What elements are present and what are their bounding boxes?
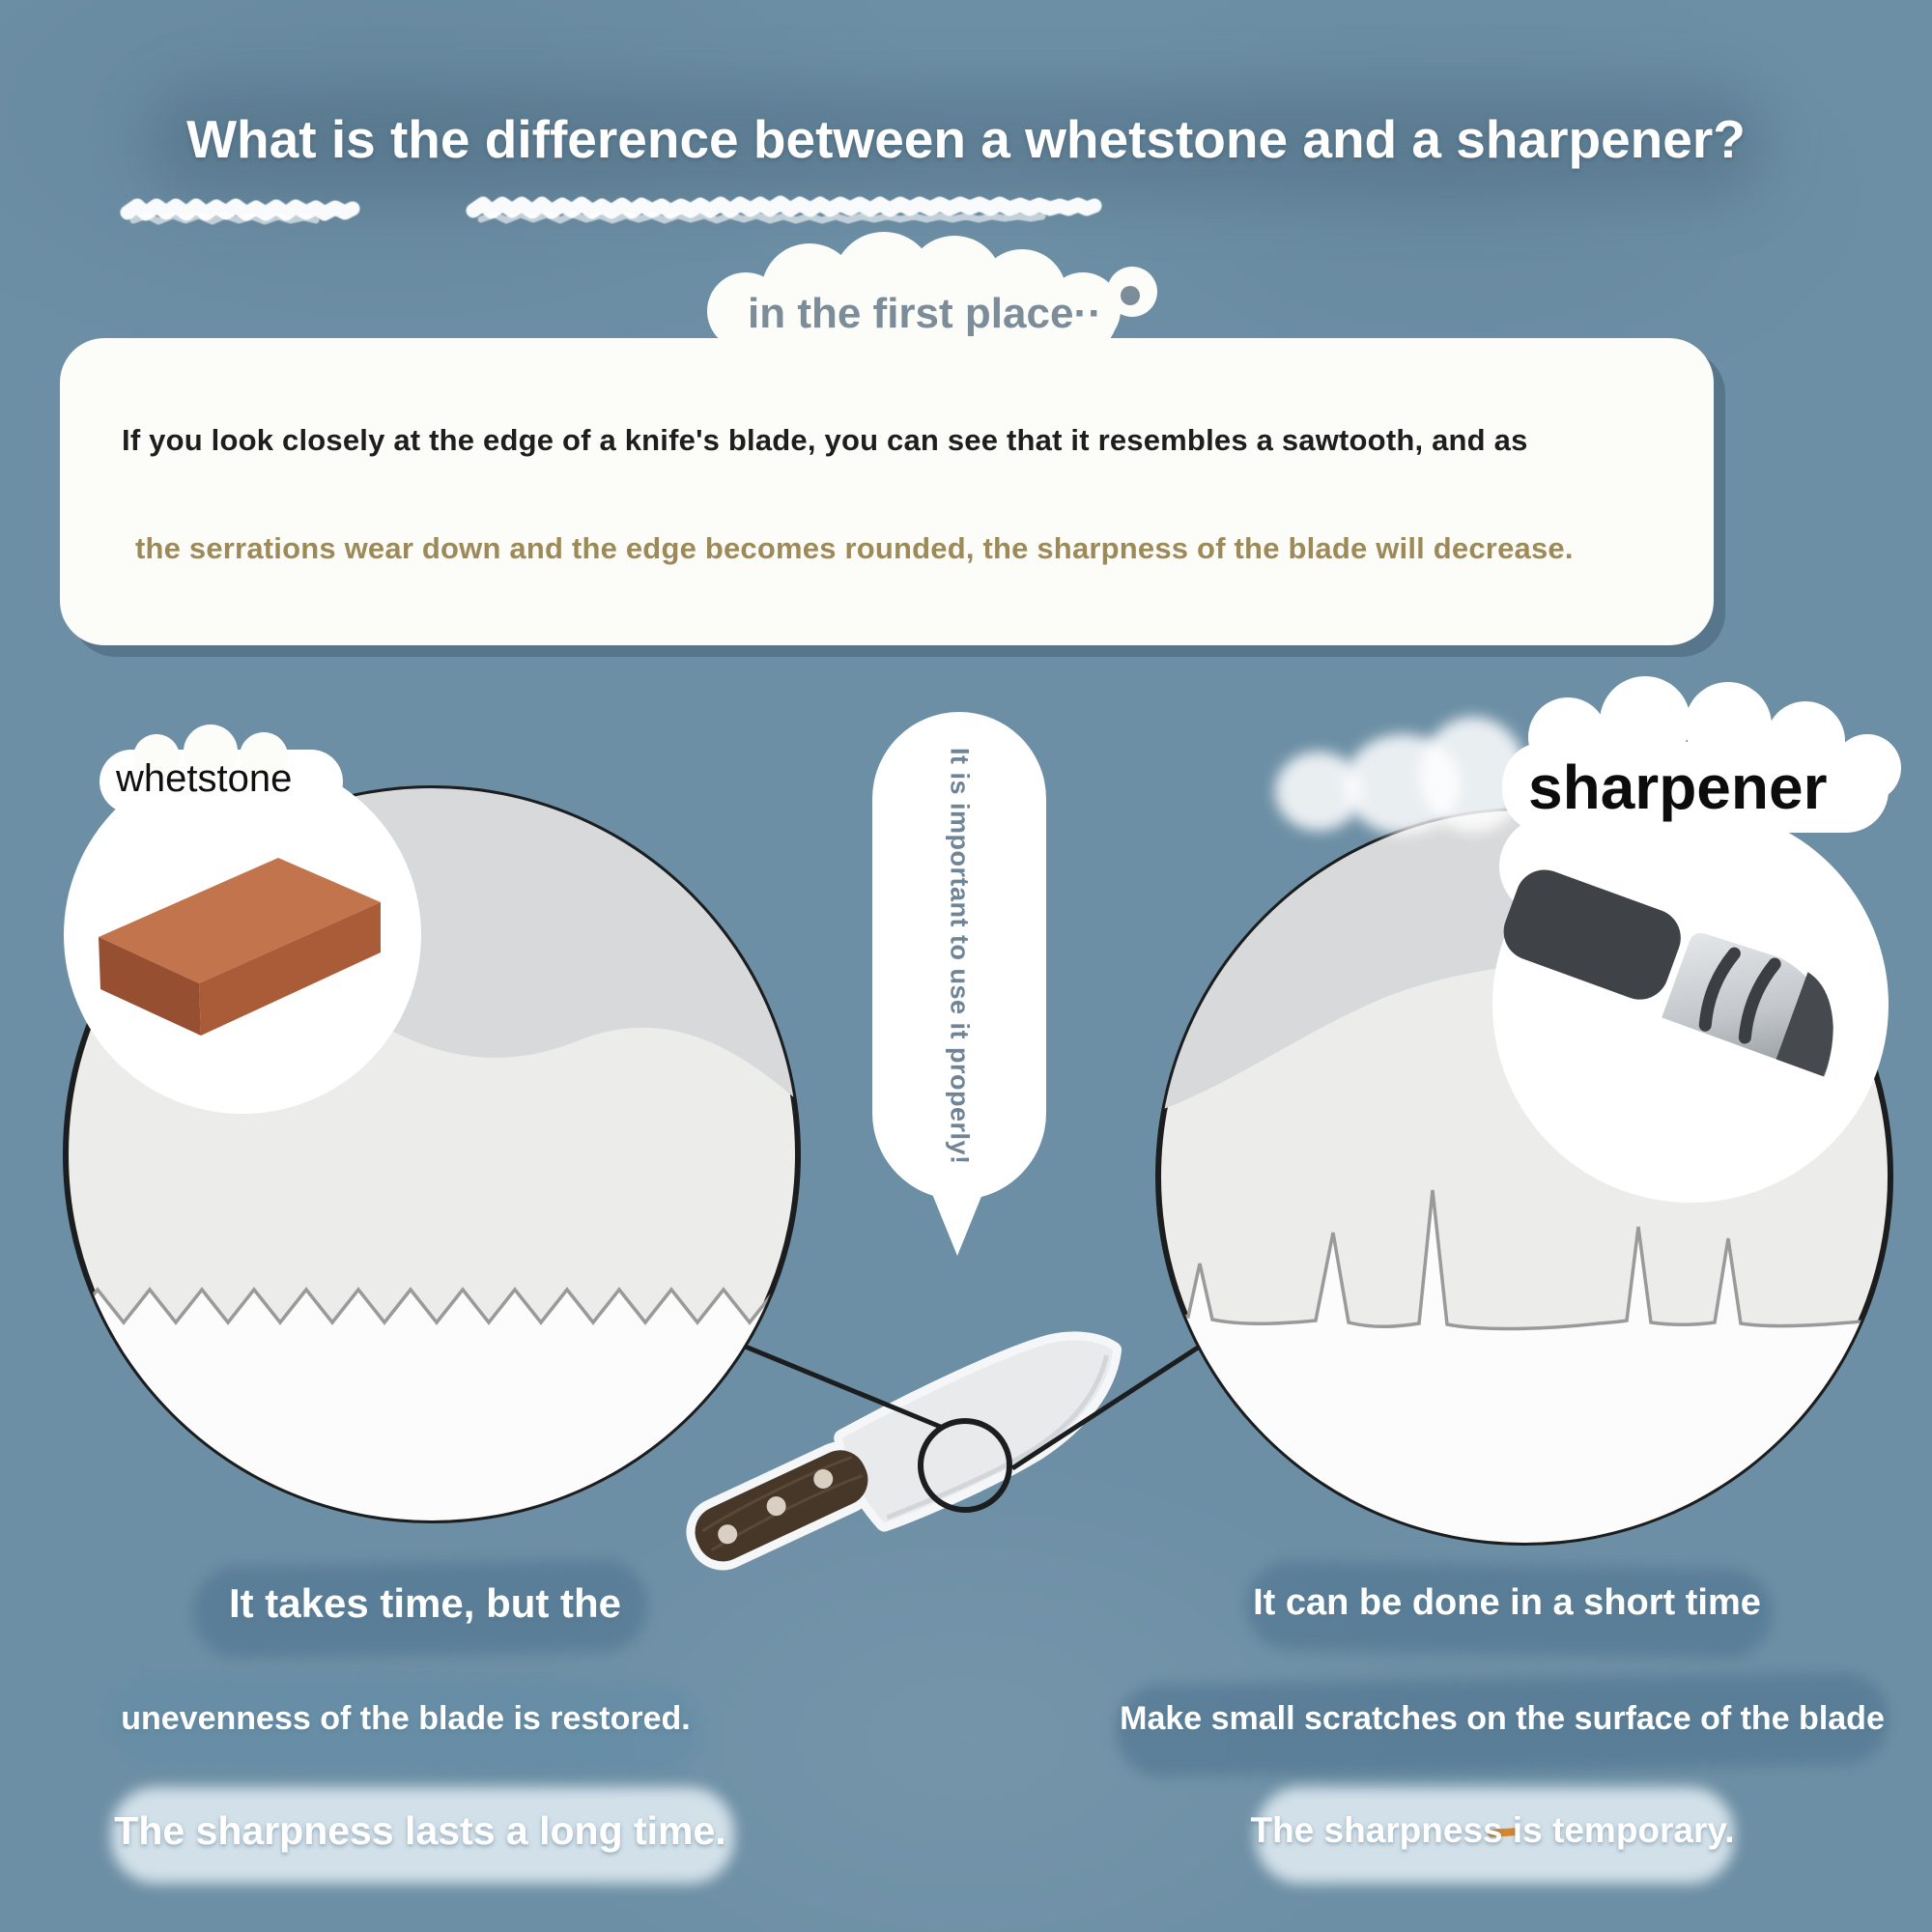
intro-label: in the first place·· [748,290,1102,337]
center-speech-bubble [872,712,1046,1200]
whetstone-label: whetstone [116,757,293,800]
sharpener-caption-2: Make small scratches on the surface of the blade [1120,1700,1885,1737]
intro-panel [60,338,1714,645]
whetstone-illustration [85,819,400,1051]
whetstone-caption-1: It takes time, but the [228,1580,622,1626]
whetstone-caption-2: unevenness of the blade is restored. [121,1700,691,1737]
whetstone-caption-3: The sharpness lasts a long time. [114,1808,726,1853]
sharpener-illustration [1492,811,1908,1130]
intro-text-line1: If you look closely at the edge of a knife's blade, you can see that it resembles a sawtooth, and as [122,423,1528,457]
sharpener-caption-3: The sharpness is temporary. [1250,1810,1735,1850]
sharpener-label: sharpener [1528,753,1828,822]
chalk-underline-marks [114,185,1157,243]
intro-dot-icon [1121,286,1140,305]
intro-text-line2: the serrations wear down and the edge becomes rounded, the sharpness of the blade will decrease. [135,531,1574,565]
page-title: What is the difference between a whetstone and a sharpener? [186,109,1746,169]
bubble-text: It is important to use it properly! [945,747,975,1165]
sharpener-caption-1: It can be done in a short time [1253,1582,1761,1623]
